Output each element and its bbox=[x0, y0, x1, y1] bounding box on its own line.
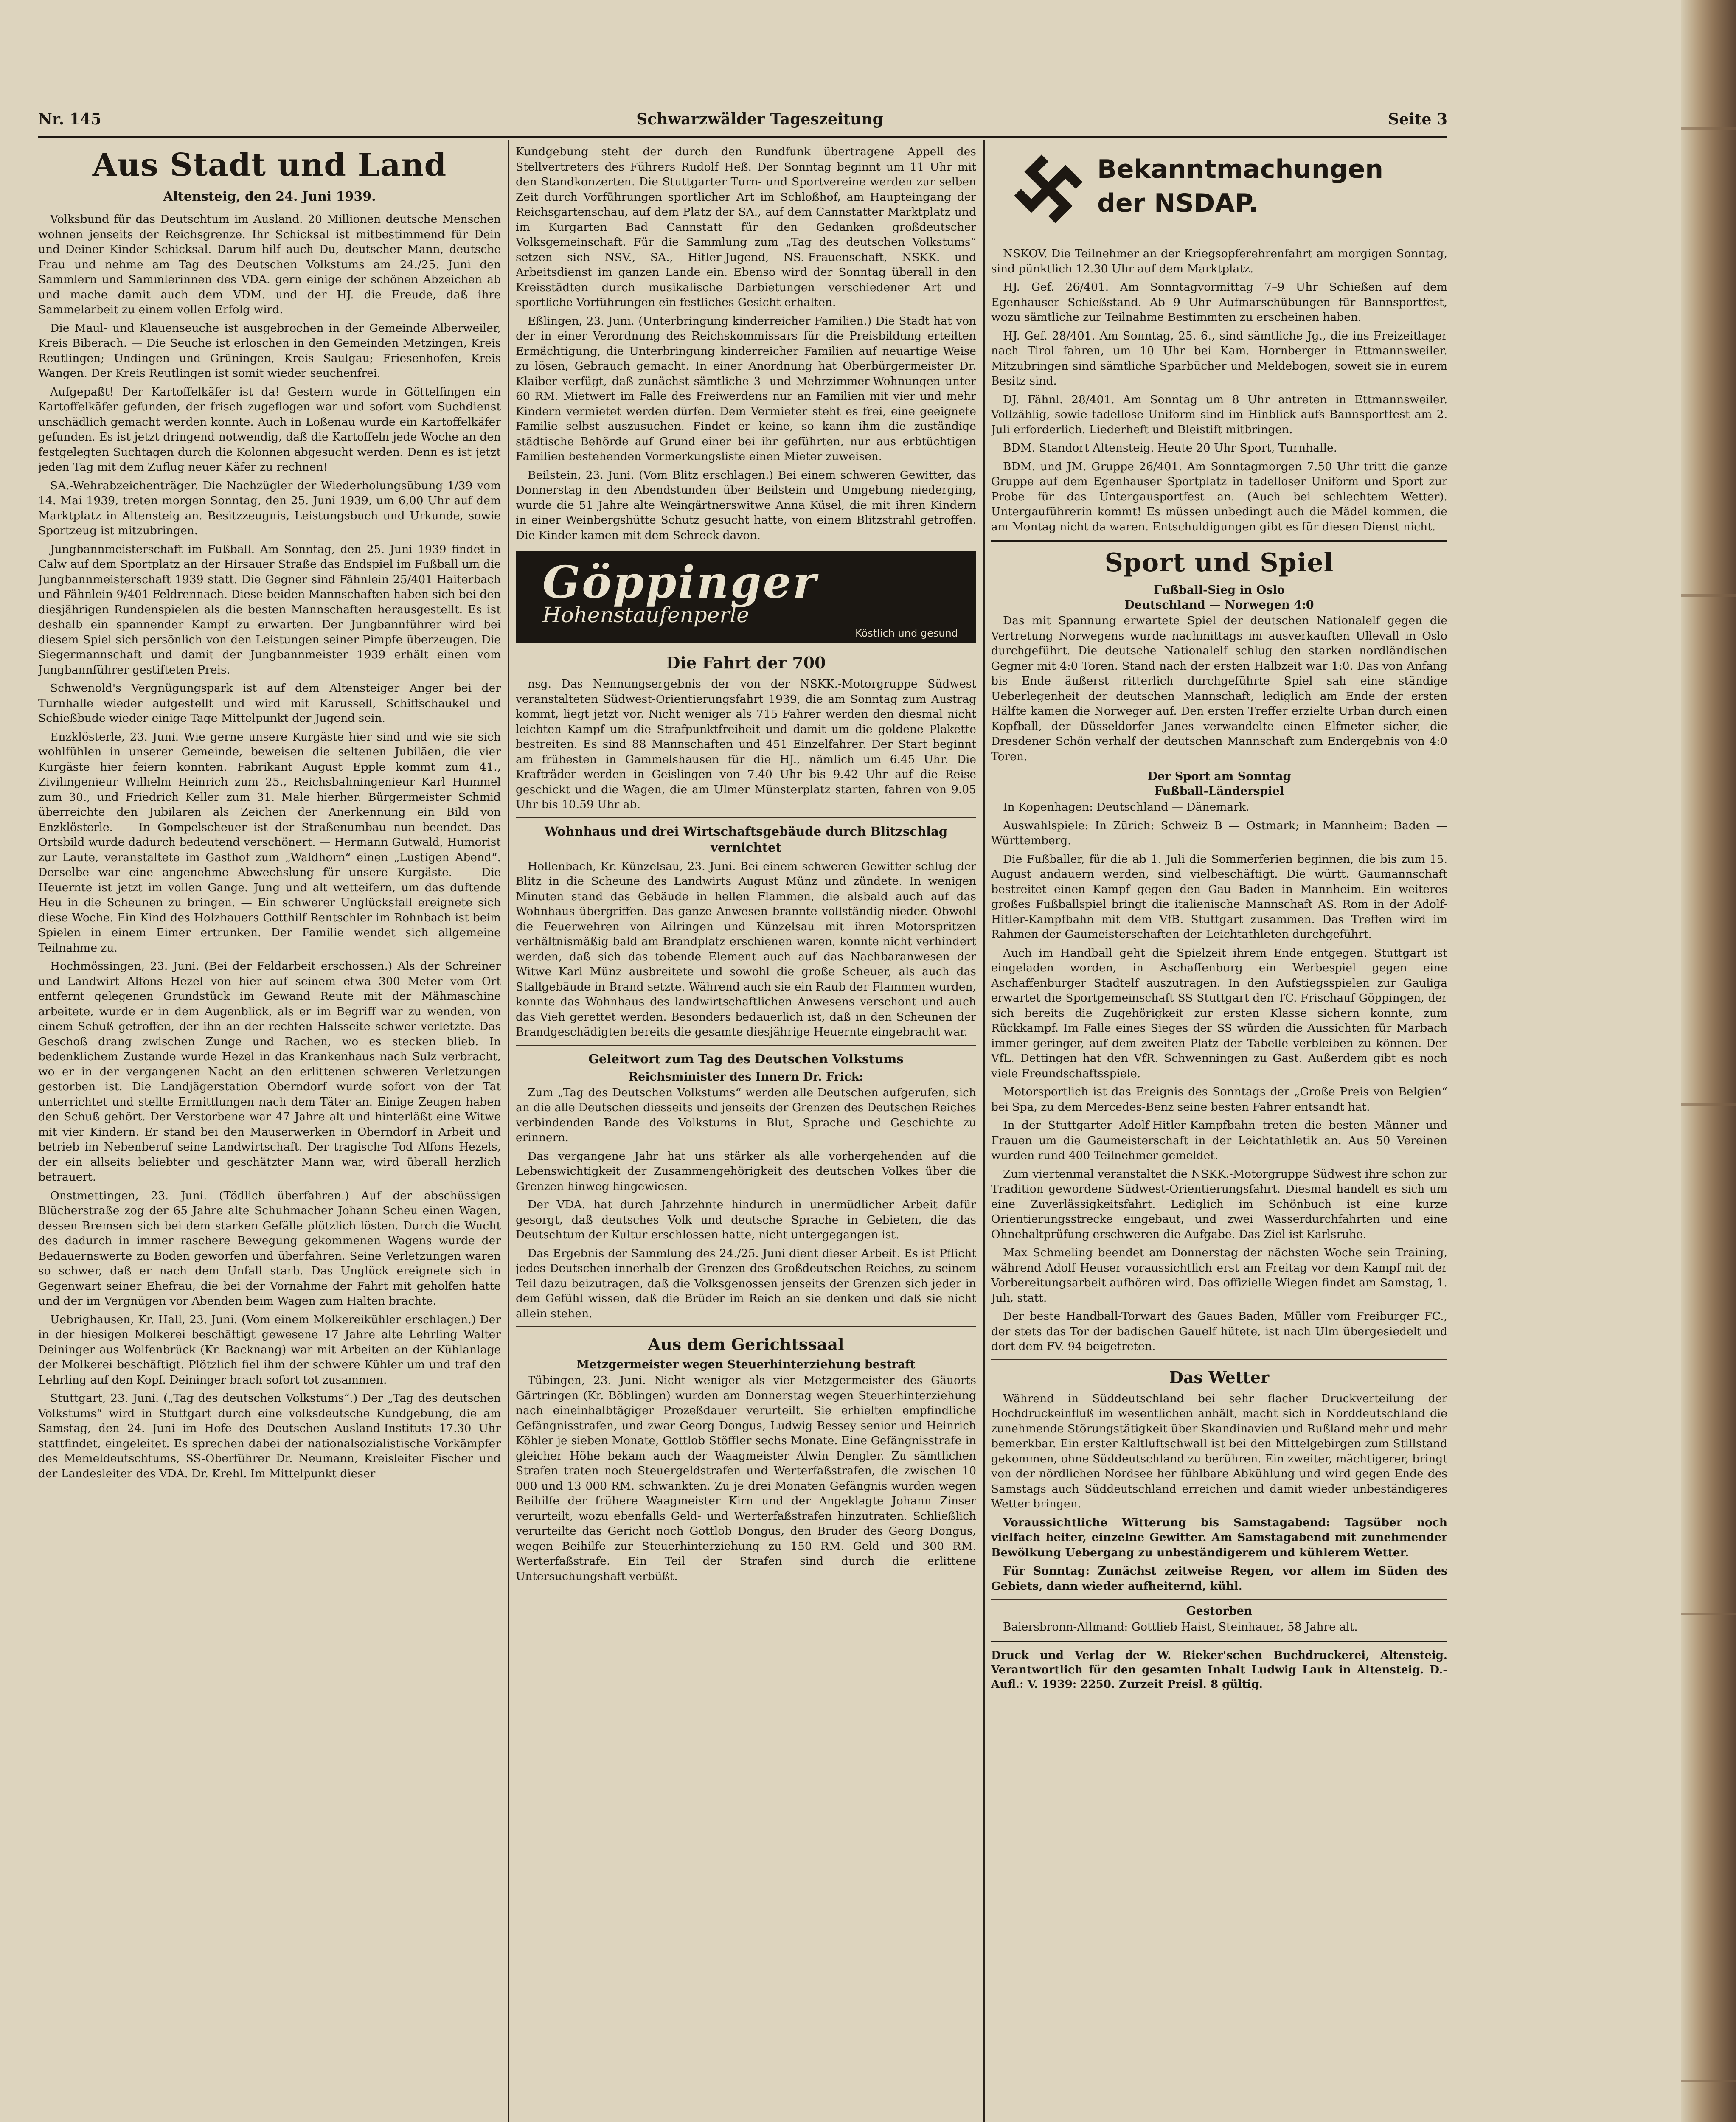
column-2 bbox=[516, 144, 976, 2122]
heading-laenderspiel: Fußball-Länderspiel bbox=[1154, 785, 1284, 798]
article-enzkloesterle: Enzklösterle, 23. Juni. Wie gerne unsere Kurgäste hier sind und wie sie sich wohlfühlen in unserer Gemeinde, beweisen die seltenen Jubiläen, die vier Kurgäste hier feiern konnten. Fabrikant August Epple kommt zum 41., Zivilingenieur Wilhelm Heinrich zum 25., Reichsbahningenieur Karl Hummel zum 30., und Friedrich Keller zum 31. Male hierher. Bürgermeister Schmid überreichte den Jubilaren als Zeichen der Anerkennung ein Bild von Enzklösterle. — In Gompelscheuer ist der Straßenumbau nun beendet. Das Ortsbild wurde dadurch bedeutend verschönert. — Hermann Gutwald, Humorist zur Laute, veranstaltete im Gasthof zum „Waldhorn“ einen „Lustigen Abend“. Derselbe war eine angenehme Abwechslung für unsere Kurgäste. — Die Heuernte ist jetzt im vollen Gange. Jung und alt wetteifern, um das duftende Heu in die Scheunen zu bringen. — Ein schwerer Unglücksfall ereignete sich diese Woche. Ein Kind des Holzhauers Gotthilf Rentschler im Rohnbach ist beim Spielen in einem Eimer ertrunken. Der Familie wendet sich allgemeine Teilnahme zu. bbox=[38, 730, 501, 954]
notice-bdm-standort: BDM. Standort Altensteig. Heute 20 Uhr Sport, Turnhalle. bbox=[1003, 441, 1337, 455]
notice-bdm-jm: BDM. und JM. Gruppe 26/401. Am Sonntagmorgen 7.50 Uhr tritt die ganze Gruppe auf dem Egenhauser Sportplatz in tadelloser Uniform und Sport zur Probe für das Untergausportfest an. (Auch bei schlechtem Wetter). Untergauführerin kommt! Es müssen unbedingt auch die Mädel kommen, die am Montag nicht da waren. Entschuldigungen gibt es für diesen Dienst nicht. bbox=[991, 460, 1447, 533]
divider bbox=[516, 1326, 976, 1327]
article-uebrighausen: Uebrighausen, Kr. Hall, 23. Juni. (Vom einem Molkereikühler erschlagen.) Der in der hiesigen Molkerei beschäftigt gewesene 17 Jahre alte Lehrling Walter Deininger aus Wolfenbrück (Kr. Backnang) war mit Arbeiten an der Kühlanlage der Molkerei beschäftigt. Plötzlich fiel ihm der schwere Kühler um und traf den Lehrling auf den Kopf. Deininger brach sofort tot zusammen. bbox=[38, 1313, 501, 1387]
article-motorsport: Motorsportlich ist das Ereignis des Sonntags der „Große Preis von Belgien“ bei Spa, zu dem Mercedes-Benz seine besten Fahrer entsandt hat. bbox=[991, 1085, 1447, 1114]
column-rule-1 bbox=[508, 140, 509, 2122]
death-notice: Baiersbronn-Allmand: Gottlieb Haist, Steinhauer, 58 Jahre alt. bbox=[1003, 1620, 1358, 1634]
article-leichtathletik: In der Stuttgarter Adolf-Hitler-Kampfbahn treten die besten Männer und Frauen um die Gaumeisterschaft in der Leichtathletik an. Aus 50 Vereinen wurden rund 400 Teilnehmer gemeldet. bbox=[991, 1119, 1447, 1162]
heading-gestorben: Gestorben bbox=[1186, 1605, 1253, 1618]
section-title-stadt-land: Aus Stadt und Land bbox=[92, 147, 447, 183]
article-oslo: Das mit Spannung erwartete Spiel der deutschen Nationalelf gegen die Vertretung Norwegens wurde nachmittags im ausverkauften Ullevall in Oslo durchgeführt. Die deutsche Nationalelf schlug den starken nordländischen Gegner mit 4:0 Toren. Stand nach der ersten Halbzeit war 1:0. Das von Anfang bis Ende äußerst ritterlich durchgeführte Spiel sah eine ständige Ueberlegenheit der deutschen Mannschaft, lediglich am Ende der ersten Hälfte kamen die Norweger auf. Den ersten Treffer erzielte Urban durch einen Kopfball, der Düsseldorfer Janes verwandelte einen Elfmeter sicher, die Dresdener Schön verhalf der deutschen Mannschaft zum Endergebnis von 4:0 Toren. bbox=[991, 614, 1447, 763]
article-handball: Auch im Handball geht die Spielzeit ihrem Ende entgegen. Stuttgart ist eingeladen worden, in Aschaffenburg ein Werbespiel gegen eine Aschaffenburger Stadtelf auszutragen. In den Aufstiegsspielen zur Gauliga erwartet die Sportgemeinschaft SS Stuttgart den TC. Frischauf Göppingen, der sich bereits die Zugehörigkeit zur ersten Klasse sichern konnte, zum Rückkampf. Im Falle eines Sieges der SS würden die Aussichten für Marbach immer geringer, auf dem zweiten Platz der Tabelle verbleiben zu können. Der VfL. Dettingen hat den VfR. Schwenningen zu Gast. Außerdem gibt es noch viele Freundschaftsspiele. bbox=[991, 946, 1447, 1080]
geleitwort-paragraph-3: Der VDA. hat durch Jahrzehnte hindurch in unermüdlicher Arbeit dafür gesorgt, daß deutsches Volk und deutsche Sprache in Gebieten, die das Deutschtum der Kultur erschlossen hatte, nicht untergegangen ist. bbox=[516, 1198, 976, 1241]
book-spine bbox=[1681, 0, 1736, 2122]
divider bbox=[516, 817, 976, 818]
article-hollenbach: Hollenbach, Kr. Künzelsau, 23. Juni. Bei einem schweren Gewitter schlug der Blitz in die Scheune des Landwirts August Münz und zündete. In wenigen Minuten stand das Gebäude in hellen Flammen, die alsbald auch auf das Wohnhaus übergriffen. Das ganze Anwesen brannte vollständig nieder. Obwohl die Feuerwehren von Ailringen und Künzelsau mit ihren Motorspritzen verhältnismäßig bald am Brandplatz erschienen waren, konnte nicht verhindert werden, daß sich das tobende Element auch auf das Nachbaranwesen der Witwe Karl Münz ausbreitete und sowohl die große Scheuer, als auch das Stallgebäude in Brand setzte. Während auch sie ein Raub der Flammen wurden, konnte das Wohnhaus des landwirtschaftlichen Anwesens verschont und auch das Vieh gerettet werden. Besonders bedauerlich ist, daß in den Scheunen der Brandgeschädigten bereits die gesamte diesjährige Heuernte eingebracht war. bbox=[516, 859, 976, 1039]
article-schmeling: Max Schmeling beendet am Donnerstag der nächsten Woche sein Training, während Adolf Heuser voraussichtlich erst am Freitag vor dem Kampf mit der Vorbereitungsarbeit aufhören wird. Das offizielle Wiegen findet am Samstag, 1. Juli, statt. bbox=[991, 1246, 1447, 1305]
article-jungbann: Jungbannmeisterschaft im Fußball. Am Sonntag, den 25. Juni 1939 findet in Calw auf dem Sportplatz an der Hirsauer Straße das Endspiel im Fußball um die Jungbannmeisterschaft 1939 statt. Die Gegner sind Fähnlein 25/401 Haiterbach und Fähnlein 9/401 Feldrennach. Diese beiden Mannschaften haben sich bei den diesjährigen Rundenspielen als die besten Mannschaften herausgestellt. Es ist deshalb ein spannender Kampf zu erwarten. Der Jungbannführer wird bei diesem Spiel sich persönlich von den Leistungen seiner Pimpfe überzeugen. Die Siegermannschaft und damit der Jungbannmeister 1939 erhält einen vom Jungbannführer gestifteten Preis. bbox=[38, 542, 501, 676]
column-1 bbox=[38, 144, 501, 2122]
geleitwort-author: Reichsminister des Innern Dr. Frick: bbox=[628, 1070, 864, 1083]
notice-dj-28: DJ. Fähnl. 28/401. Am Sonntag um 8 Uhr antreten in Ettmannsweiler. Vollzählig, sowie tadellose Uniform sind im Hinblick aufs Bannsportfest am 2. Juli erforderlich. Liederheft und Bleistift mitbringen. bbox=[991, 393, 1447, 436]
article-fahrt-700: nsg. Das Nennungsergebnis der von der NSKK.-Motorgruppe Südwest veranstalteten Südwest-Orientierungsfahrt 1939, die am Sonntag zum Austrag kommt, liegt jetzt vor. Nicht weniger als 715 Fahrer werden den diesmal nicht leichten Kampf um die Strafpunktfreiheit und damit um die goldene Plakette bestreiten. Es sind 88 Mannschaften und 451 Einzelfahrer. Der Start beginnt am frühesten in Gammelshausen für die HJ., nämlich um 6.45 Uhr. Die Krafträder werden in Geislingen von 7.40 Uhr bis 9.42 Uhr auf die Reise geschickt und die Wagen, die am Ulmer Münsterplatz starten, fahren von 9.05 Uhr bis 10.59 Uhr ab. bbox=[516, 677, 976, 811]
page-header bbox=[38, 106, 1447, 136]
ad-brand: Göppinger bbox=[542, 556, 818, 608]
divider bbox=[991, 1359, 1447, 1360]
heading-geleitwort: Geleitwort zum Tag des Deutschen Volkstums bbox=[588, 1051, 904, 1066]
article-hochmoessingen: Hochmössingen, 23. Juni. (Bei der Feldarbeit erschossen.) Als der Schreiner und Landwirt Alfons Hezel von hier auf seinem etwa 300 Meter vom Ort entfernt gelegenen Grundstück im Gewand Reute mit der Mähmaschine arbeitete, wurde er in dem Augenblick, als er im Begriff war zu wenden, von einem Schuß getroffen, der ihn an der rechten Halsseite schwer verletzte. Das Geschoß drang zwischen Zunge und Rachen, wo es stecken blieb. In bedenklichem Zustande wurde Hezel in das Krankenhaus nach Sulz verbracht, wo er in der vergangenen Nacht an den erlittenen schweren Verletzungen gestorben ist. Die Landjägerstation Oberndorf wurde sofort von der Tat unterrichtet und stellte Ermittlungen nach dem Täter an. Einige Zeugen haben den Schuß gehört. Der Verstorbene war 47 Jahre alt und hinterläßt eine Witwe mit vier Kindern. Er stand bei den Mauserwerken in Oberndorf in Arbeit und betrieb im Nebenberuf seine Landwirtschaft. Der tragische Tod Alfons Hezels, der ein allseits beliebter und geschätzter Mann war, wird überall herzlich betrauert. bbox=[38, 960, 501, 1184]
geleitwort-paragraph-1: Zum „Tag des Deutschen Volkstums“ werden alle Deutschen aufgerufen, sich an die alle Deutschen diesseits und jenseits der Grenzen des Deutschen Reiches verbindenden Bande des Volkstums in Blut, Sprache und Geschichte zu erinnern. bbox=[516, 1086, 976, 1144]
weather-forecast-sunday: Für Sonntag: Zunächst zeitweise Regen, vor allem im Süden des Gebiets, dann wieder aufheiternd, kühl. bbox=[991, 1564, 1447, 1593]
sport-subheading-oslo: Fußball-Sieg in Oslo bbox=[1154, 584, 1285, 597]
weather-report: Während in Süddeutschland bei sehr flacher Druckverteilung der Hochdruckeinfluß im wesentlichen anhält, macht sich in Norddeutschland die zunehmende Störungstätigkeit über Skandinavien und Rußland mehr und mehr bemerkbar. Ein erster Kaltluftschwall ist bei den Mittelgebirgen zum Stillstand gekommen, ohne Süddeutschland zu berühren. Ein zweiter, mächtigerer, bringt von der nördlichen Nordsee her fühlbare Abkühlung und wird gegen Ende des Samstags auch Süddeutschland erreichen und damit wieder unbeständigeres Wetter bringen. bbox=[991, 1392, 1447, 1510]
heading-gerichtssaal: Aus dem Gerichtssaal bbox=[648, 1335, 844, 1354]
article-volksbund: Volksbund für das Deutschtum im Ausland. 20 Millionen deutsche Menschen wohnen jenseits der Reichsgrenze. Ihr Schicksal ist mitbestimmend für Dein und Deiner Kinder Schicksal. Darum hilf auch Du, deutscher Mann, deutsche Frau und nehme am Tag des Deutschen Volkstums am 24./25. Juni den Sammlern und Sammlerinnen des VDA. gern einige der schönen Abzeichen ab und mache damit auch dem VDM. und der HJ. die Freude, daß ihre Sammelarbeit zu einem vollen Erfolg wird. bbox=[38, 213, 501, 316]
issue-number: Nr. 145 bbox=[38, 110, 101, 128]
geleitwort-paragraph-4: Das Ergebnis der Sammlung des 24./25. Juni dient dieser Arbeit. Es ist Pflicht jedes Deutschen innerhalb der Grenzen des Großdeutschen Reiches, zu seinem Teil dazu beizutragen, daß die Volksgenossen jenseits der Grenzen sich jeder in dem Gefühl wissen, daß die Brüder im Reich an sie denken und daß sie nicht allein stehen. bbox=[516, 1246, 976, 1320]
article-kartoffelkaefer: Aufgepaßt! Der Kartoffelkäfer ist da! Gestern wurde in Göttelfingen ein Kartoffelkäfer gefunden, der frisch zugeflogen war und sofort vom Suchdienst unschädlich gemacht werden konnte. Auch in Loßenau wurde ein Kartoffelkäfer gefunden. Es ist jetzt dringend notwendig, daß die Kartoffeln jede Woche an den festgelegten Suchtagen durch die Kolonnen abgesucht werden. Denn es ist jetzt jeden Tag mit dem Zuflug neuer Käfer zu rechnen! bbox=[38, 385, 501, 474]
article-fussballer: Die Fußballer, für die ab 1. Juli die Sommerferien beginnen, die bis zum 15. August andauern werden, sind vielbeschäftigt. Die württ. Gaumannschaft bestreitet einen Kampf gegen den Gau Baden in Mannheim. Ein weiteres großes Fußballspiel bringt die italienische Mannschaft AS. Rom in der Adolf-Hitler-Kampfbahn mit dem VfB. Stuttgart zusammen. Das Treffen wird im Rahmen der Gaumeisterschaften der Leichtathleten durchgeführt. bbox=[991, 852, 1447, 941]
imprint: Druck und Verlag der W. Rieker'schen Buchdruckerei, Altensteig. Verantwortlich für den gesamten Inhalt Ludwig Lauk in Altensteig. D.-Aufl.: V. 1939: 2250. Zurzeit Preisl. 8 gültig. bbox=[991, 1649, 1447, 1691]
article-vergnuegungspark: Schwenold's Vergnügungspark ist auf dem Altensteiger Anger bei der Turnhalle wieder aufgestellt und wird mit Karussell, Schiffschaukel und Schießbude wieder einige Tage Mittelpunkt der Jugend sein. bbox=[38, 682, 501, 725]
heading-fahrt-700: Die Fahrt der 700 bbox=[666, 653, 826, 672]
sport-subheading-score: Deutschland — Norwegen 4:0 bbox=[1124, 598, 1314, 612]
article-orientierungsfahrt: Zum viertenmal veranstaltet die NSKK.-Motorgruppe Südwest ihre schon zur Tradition gewordene Südwest-Orientierungsfahrt. Diesmal handelt es sich um eine Zuverlässigkeitsfahrt. Lediglich im Schönbuch ist eine kurze Orientierungsstrecke eingebaut, und zwei Wasserdurchfahrten und eine Ohnehaltprüfung erschweren die Aufgabe. Das Ziel ist Karlsruhe. bbox=[991, 1167, 1447, 1241]
weather-forecast-saturday: Voraussichtliche Witterung bis Samstagabend: Tagsüber noch vielfach heiter, einzelne Gewitter. Am Samstagabend mit zunehmender Bewölkung Uebergang zu unbeständigerem und kühlerem Wetter. bbox=[991, 1516, 1447, 1559]
article-beilstein: Beilstein, 23. Juni. (Vom Blitz erschlagen.) Bei einem schweren Gewitter, das Donnerstag in den Abendstunden über Beilstein und Umgebung niederging, wurde die 51 Jahre alte Weingärtnerswitwe Anna Küsel, die mit ihren Kindern in einer Weinbergshütte Schutz gesucht hatte, von einem Blitzstrahl getroffen. Die Kinder kamen mit dem Schreck davon. bbox=[516, 468, 976, 542]
article-handball-torwart: Der beste Handball-Torwart des Gaues Baden, Müller vom Freiburger FC., der stets das Tor der badischen Gauelf hütete, ist nach Ulm übergesiedelt und dort dem FV. 94 beigetreten. bbox=[991, 1310, 1447, 1353]
geleitwort-paragraph-2: Das vergangene Jahr hat uns stärker als alle vorhergehenden auf die Lebenswichtigkeit der Zusammengehörigkeit des deutschen Volkes über die Grenzen hinweg hingewiesen. bbox=[516, 1149, 976, 1193]
gerichtssaal-subheading: Metzgermeister wegen Steuerhinterziehung bestraft bbox=[576, 1358, 916, 1371]
divider bbox=[991, 540, 1447, 542]
nsdap-title-line-2: der NSDAP. bbox=[1097, 188, 1258, 218]
heading-blitzschlag: Wohnhaus und drei Wirtschaftsgebäude durch Blitzschlag vernichtet bbox=[544, 824, 948, 855]
line-auswahlspiele: Auswahlspiele: In Zürich: Schweiz B — Ostmark; in Mannheim: Baden — Württemberg. bbox=[991, 819, 1447, 847]
article-tuebingen: Tübingen, 23. Juni. Nicht weniger als vier Metzgermeister des Gäuorts Gärtringen (Kr. Böblingen) wurden am Donnerstag wegen Steuerhinterziehung nach eineinhalbtägiger Prozeßdauer verurteilt. Sie erhielten empfindliche Gefängnisstrafen, und zwar Georg Dongus, Ludwig Bessey senior und Heinrich Köhler je sieben Monate, Gottlob Stöffler sechs Monate. Eine Gefängnisstrafe in gleicher Höhe bekam auch der Waagmeister Alwin Dengler. Zu sämtlichen Strafen traten noch Steuergeldstrafen und Werterfaßstrafen, die zwischen 10 000 und 13 000 RM. schwankten. Zu je drei Monaten Gefängnis wurden wegen Beihilfe der frühere Waagmeister Kirn und der Angeklagte Johann Zinser verurteilt, wozu ebenfalls Geld- und Werterfaßstrafen hinzutraten. Schließlich verurteilte das Gericht noch Gottlob Dongus, den Bruder des Georg Dongus, wegen Beihilfe zur Steuerhinterziehung zu 150 RM. Geld- und 300 RM. Werterfaßstrafe. Ein Teil der Strafen sind durch die erlittene Untersuchungshaft verbüßt. bbox=[516, 1374, 976, 1583]
nsdap-announcements-header bbox=[991, 144, 1447, 242]
line-kopenhagen: In Kopenhagen: Deutschland — Dänemark. bbox=[1003, 800, 1250, 814]
article-esslingen: Eßlingen, 23. Juni. (Unterbringung kinderreicher Familien.) Die Stadt hat von der in einer Verordnung des Reichskommissars für die Preisbildung erteilten Ermächtigung, die Unterbringung kinderreicher Familien auf neuartige Weise zu lösen, Gebrauch gemacht. In einer Anordnung hat Oberbürgermeister Dr. Klaiber verfügt, daß zunächst sämtliche 3- und Mehrzimmer-Wohnungen unter 60 RM. Mietwert im Falle des Freiwerdens nur an Familien mit vier und mehr Kindern vermietet werden dürfen. Dem Vermieter steht es frei, eine geeignete Familie selbst auszusuchen. Findet er keine, so kann ihm die zuständige städtische Behörde auf Grund einer bei ihr geführten, nur aus erbtüchtigen Familien bestehenden Vormerkungsliste einen Mieter zuweisen. bbox=[516, 314, 976, 463]
newspaper-name: Schwarzwälder Tageszeitung bbox=[636, 110, 883, 128]
swastika-emblem-icon bbox=[1008, 149, 1089, 229]
notice-hj-26: HJ. Gef. 26/401. Am Sonntagvormittag 7–9 Uhr Schießen auf dem Egenhauser Schießstand. Ab 9 Uhr Aufmarschübungen für Bannsportfest, wozu sämtliche zur Teilnahme Bestimmten zu erscheinen haben. bbox=[991, 281, 1447, 324]
heading-sport-sonntag: Der Sport am Sonntag bbox=[1147, 770, 1291, 783]
notice-hj-28: HJ. Gef. 28/401. Am Sonntag, 25. 6., sind sämtliche Jg., die ins Freizeitlager nach Tirol fahren, um 10 Uhr bei Kam. Hornberger in Ettmannsweiler. Mitzubringen sind sämtliche Sparbücher und Meldebogen, soweit sie in eurem Besitz sind. bbox=[991, 329, 1447, 387]
article-onstmettingen: Onstmettingen, 23. Juni. (Tödlich überfahren.) Auf der abschüssigen Blücherstraße zog der 65 Jahre alte Schuhmacher Johann Scheu einen Wagen, dessen Bremsen sich bei dem starken Gefälle plötzlich lösten. Durch die Wucht des dadurch in immer raschere Bewegung gekommenen Wagens wurde der Bedauernswerte zu Boden geworfen und überfahren. Seine Verletzungen waren so schwer, daß er nach dem Unfall starb. Das Unglück ereignete sich in Gegenwart seiner Ehefrau, die bei der Vornahme der Fahrt mit geholfen hatte und der im Vergnügen vor Abenden beim Wagen zum Halten brachte. bbox=[38, 1189, 501, 1308]
header-rule bbox=[38, 136, 1447, 138]
goeppinger-advertisement bbox=[516, 551, 976, 643]
article-stuttgart: Stuttgart, 23. Juni. („Tag des deutschen Volkstums“.) Der „Tag des deutschen Volkstums“ wird in Stuttgart durch eine volksdeutsche Kundgebung, die am Samstag, den 24. Juni im Hofe des Deutschen Ausland-Instituts 17.30 Uhr stattfindet, eingeleitet. Es sprechen dabei der nationalsozialistische Vorkämpfer des Memeldeutschtums, SS-Oberführer Dr. Neumann, Kreisleiter Fischer und der Landesleiter des VDA. Dr. Krehl. Im Mittelpunkt dieser bbox=[38, 1392, 501, 1480]
nsdap-title-line-1: Bekanntmachungen bbox=[1097, 154, 1384, 184]
divider bbox=[991, 1599, 1447, 1600]
section-title-sport: Sport und Spiel bbox=[1104, 548, 1334, 578]
ad-slogan: Hohenstaufenperle bbox=[542, 603, 749, 627]
column-rule-2 bbox=[983, 140, 985, 2122]
divider bbox=[516, 1045, 976, 1046]
page-number: Seite 3 bbox=[1388, 110, 1447, 128]
divider bbox=[991, 1641, 1447, 1642]
notice-nskov: NSKOV. Die Teilnehmer an der Kriegsopferehrenfahrt am morgigen Sonntag, sind pünktlich 12.30 Uhr auf dem Marktplatz. bbox=[991, 247, 1447, 275]
ad-tagline: Köstlich und gesund bbox=[855, 627, 958, 639]
dateline: Altensteig, den 24. Juni 1939. bbox=[163, 189, 376, 204]
heading-wetter: Das Wetter bbox=[1169, 1367, 1270, 1387]
article-wehrabzeichen: SA.-Wehrabzeichenträger. Die Nachzügler der Wiederholungsübung 1/39 vom 14. Mai 1939, treten morgen Sonntag, den 25. Juni 1939, um 6,00 Uhr auf dem Marktplatz in Altensteig an. Besitzzeugnis, Leistungsbuch und Urkunde, sowie Sportzeug ist mitzubringen. bbox=[38, 479, 501, 537]
article-maulseuche: Die Maul- und Klauenseuche ist ausgebrochen in der Gemeinde Alberweiler, Kreis Biberach. — Die Seuche ist erloschen in den Gemeinden Metzingen, Kreis Reutlingen; Undingen und Grüningen, Kreis Saulgau; Friesenhofen, Kreis Wangen. Der Kreis Reutlingen ist somit wieder seuchenfrei. bbox=[38, 321, 501, 380]
column-3 bbox=[991, 144, 1447, 2122]
article-kundgebung-cont: Kundgebung steht der durch den Rundfunk übertragene Appell des Stellvertreters des Führers Rudolf Heß. Der Sonntag beginnt um 11 Uhr mit den Standkonzerten. Die Stuttgarter Turn- und Sportvereine werden zur selben Zeit durch Vorführungen sportlicher Art im Schloßhof, am Haupteingang der Reichsgartenschau, auf dem Platz der SA., auf dem Cannstatter Marktplatz und im Kurgarten Bad Cannstatt für den Gedanken großdeutscher Volksgemeinschaft. Für die Sammlung zum „Tag des deutschen Volkstums“ setzen sich NSV., SA., Hitler-Jugend, NS.-Frauenschaft, NSKK. und Arbeitsdienst im ganzen Lande ein. Ebenso wird der Sonntag überall in den Kreisstädten durch musikalische Darbietungen verschiedener Art und sportliche Vorführungen ein festliches Gesicht erhalten. bbox=[516, 145, 976, 309]
